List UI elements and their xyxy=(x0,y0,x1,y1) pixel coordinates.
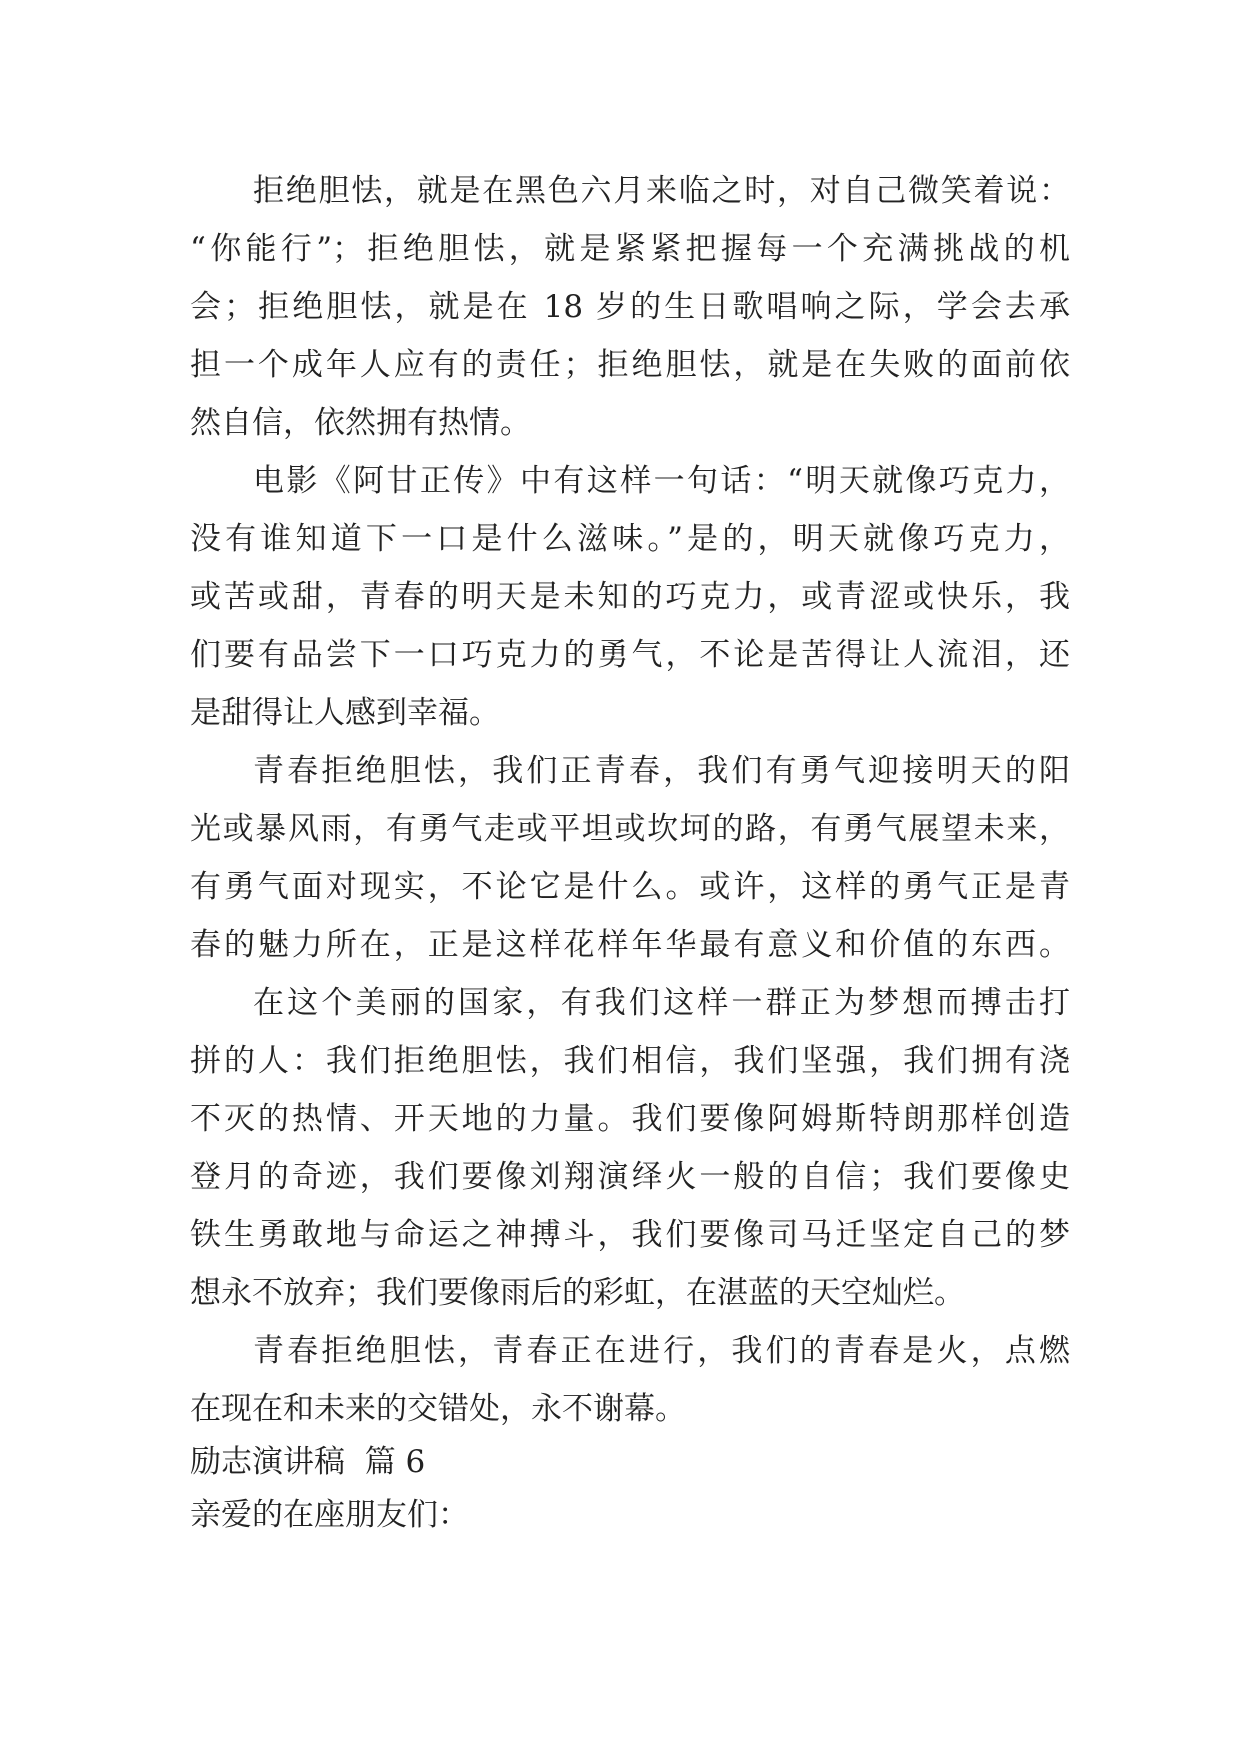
paragraph-4-line-2: 拼的人：我们拒绝胆怯，我们相信，我们坚强，我们拥有浇 xyxy=(190,1043,1070,1079)
paragraph-3-line-3: 有勇气面对现实，不论它是什么。或许，这样的勇气正是青 xyxy=(190,869,1070,905)
paragraph-3-line-2: 光或暴风雨，有勇气走或平坦或坎坷的路，有勇气展望未来， xyxy=(190,811,1070,847)
paragraph-3-line-4: 春的魅力所在，正是这样花样年华最有意义和价值的东西。 xyxy=(190,927,1070,963)
paragraph-4-line-5: 铁生勇敢地与命运之神搏斗，我们要像司马迁坚定自己的梦 xyxy=(190,1217,1070,1253)
paragraph-1-line-4: 担一个成年人应有的责任；拒绝胆怯，就是在失败的面前依 xyxy=(190,347,1070,383)
salutation: 亲爱的在座朋友们： xyxy=(190,1497,469,1533)
paragraph-2-line-1: 电影《阿甘正传》中有这样一句话：“明天就像巧克力， xyxy=(253,463,1070,499)
paragraph-2-line-4: 们要有品尝下一口巧克力的勇气，不论是苦得让人流泪，还 xyxy=(190,637,1070,673)
paragraph-4-line-4: 登月的奇迹，我们要像刘翔演绎火一般的自信；我们要像史 xyxy=(190,1159,1070,1195)
paragraph-3-line-1: 青春拒绝胆怯，我们正青春，我们有勇气迎接明天的阳 xyxy=(253,753,1070,789)
paragraph-2-line-3: 或苦或甜，青春的明天是未知的巧克力，或青涩或快乐，我 xyxy=(190,579,1070,615)
paragraph-5-line-1: 青春拒绝胆怯，青春正在进行，我们的青春是火，点燃 xyxy=(253,1333,1070,1369)
section-title: 励志演讲稿 篇 6 xyxy=(190,1444,426,1480)
paragraph-4-line-1: 在这个美丽的国家，有我们这样一群正为梦想而搏击打 xyxy=(253,985,1070,1021)
paragraph-5-line-2: 在现在和未来的交错处，永不谢幕。 xyxy=(190,1391,686,1427)
paragraph-1-line-2: “你能行”；拒绝胆怯，就是紧紧把握每一个充满挑战的机 xyxy=(190,231,1070,267)
paragraph-1-line-5: 然自信，依然拥有热情。 xyxy=(190,405,531,441)
paragraph-2-line-5: 是甜得让人感到幸福。 xyxy=(190,695,500,731)
paragraph-1-line-3: 会；拒绝胆怯，就是在 18 岁的生日歌唱响之际，学会去承 xyxy=(190,289,1070,325)
paragraph-4-line-3: 不灭的热情、开天地的力量。我们要像阿姆斯特朗那样创造 xyxy=(190,1101,1070,1137)
paragraph-2-line-2: 没有谁知道下一口是什么滋味。”是的，明天就像巧克力， xyxy=(190,521,1070,557)
paragraph-4-line-6: 想永不放弃；我们要像雨后的彩虹，在湛蓝的天空灿烂。 xyxy=(190,1275,965,1311)
paragraph-1-line-1: 拒绝胆怯，就是在黑色六月来临之时，对自己微笑着说： xyxy=(253,173,1070,209)
